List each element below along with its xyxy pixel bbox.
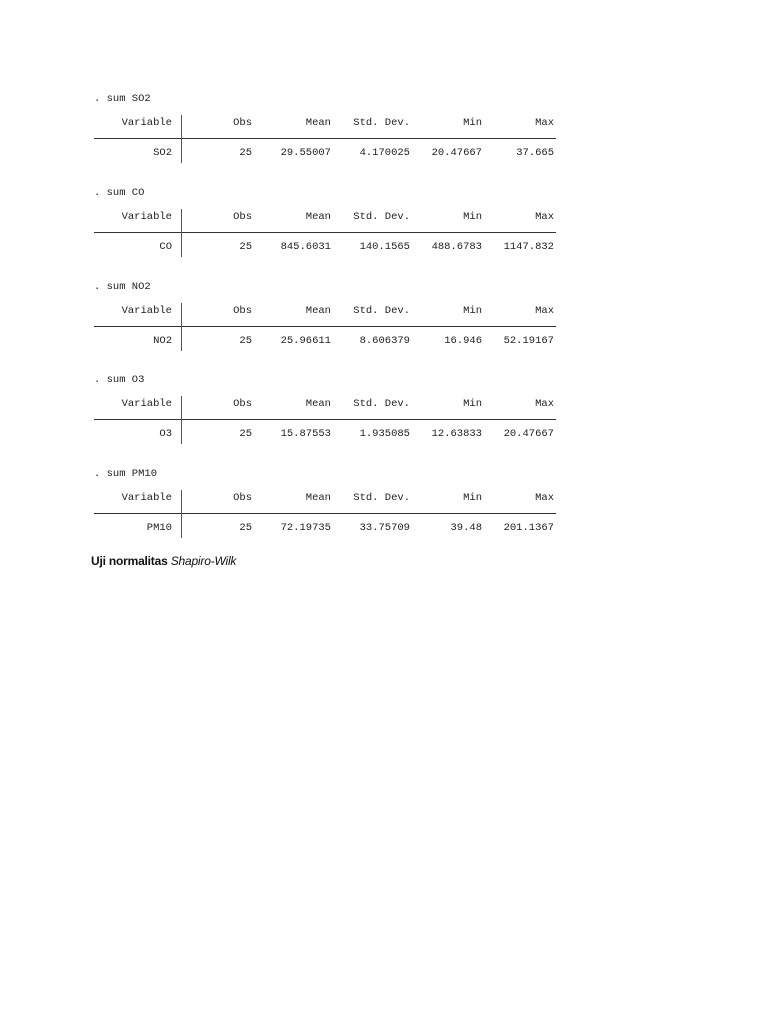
caption-italic-text: Shapiro-Wilk [170, 554, 237, 568]
cell-obs: 25 [239, 335, 252, 347]
header-divider [94, 326, 556, 327]
table-row [92, 334, 556, 348]
header-max: Max [535, 211, 554, 223]
cell-min: 16.946 [444, 335, 482, 347]
header-divider [94, 138, 556, 139]
cell-max: 52.19167 [503, 335, 554, 347]
cell-max: 201.1367 [503, 522, 554, 534]
header-variable: Variable [121, 398, 172, 410]
cell-variable: PM10 [146, 522, 172, 534]
cell-std-dev: 33.75709 [359, 522, 410, 534]
header-mean: Mean [305, 305, 331, 317]
table-header [92, 210, 556, 224]
header-min: Min [463, 305, 482, 317]
summary-table [92, 490, 556, 541]
header-min: Min [463, 398, 482, 410]
header-max: Max [535, 117, 554, 129]
summary-block-no2 [92, 281, 558, 354]
table-row [92, 146, 556, 160]
header-mean: Mean [305, 492, 331, 504]
cell-min: 12.63833 [431, 428, 482, 440]
cell-mean: 845.6031 [280, 241, 331, 253]
cell-obs: 25 [239, 147, 252, 159]
header-min: Min [463, 211, 482, 223]
cell-mean: 29.55007 [280, 147, 331, 159]
cell-obs: 25 [239, 241, 252, 253]
header-std-dev: Std. Dev. [353, 305, 410, 317]
header-max: Max [535, 398, 554, 410]
summary-block-pm10 [92, 468, 558, 541]
table-row [92, 240, 556, 254]
summary-table [92, 115, 556, 166]
summary-table [92, 303, 556, 354]
header-std-dev: Std. Dev. [353, 117, 410, 129]
cell-variable: SO2 [153, 147, 172, 159]
cell-mean: 25.96611 [280, 335, 331, 347]
cell-std-dev: 4.170025 [359, 147, 410, 159]
summary-block-so2 [92, 93, 558, 166]
summary-table [92, 396, 556, 447]
summary-block-o3 [92, 374, 558, 447]
cell-std-dev: 140.1565 [359, 241, 410, 253]
header-obs: Obs [233, 117, 252, 129]
header-std-dev: Std. Dev. [353, 492, 410, 504]
cell-std-dev: 8.606379 [359, 335, 410, 347]
header-obs: Obs [233, 398, 252, 410]
cell-obs: 25 [239, 522, 252, 534]
header-obs: Obs [233, 305, 252, 317]
table-header [92, 491, 556, 505]
summary-table [92, 209, 556, 260]
cell-mean: 15.87553 [280, 428, 331, 440]
cell-obs: 25 [239, 428, 252, 440]
cell-min: 39.48 [450, 522, 482, 534]
header-obs: Obs [233, 211, 252, 223]
header-mean: Mean [305, 117, 331, 129]
header-mean: Mean [305, 398, 331, 410]
caption-bold-text: Uji normalitas [91, 554, 171, 568]
cell-max: 37.665 [516, 147, 554, 159]
header-min: Min [463, 492, 482, 504]
cell-variable: O3 [159, 428, 172, 440]
cell-max: 20.47667 [503, 428, 554, 440]
header-divider [94, 232, 556, 233]
cell-mean: 72.19735 [280, 522, 331, 534]
table-row [92, 521, 556, 535]
table-header [92, 116, 556, 130]
command-line: . sum SO2 [94, 93, 151, 105]
header-max: Max [535, 305, 554, 317]
cell-max: 1147.832 [503, 241, 554, 253]
header-mean: Mean [305, 211, 331, 223]
table-row [92, 427, 556, 441]
header-max: Max [535, 492, 554, 504]
header-std-dev: Std. Dev. [353, 211, 410, 223]
table-header [92, 304, 556, 318]
summary-block-co [92, 187, 558, 260]
header-std-dev: Std. Dev. [353, 398, 410, 410]
cell-min: 20.47667 [431, 147, 482, 159]
header-divider [94, 513, 556, 514]
cell-variable: NO2 [153, 335, 172, 347]
cell-min: 488.6783 [431, 241, 482, 253]
cell-variable: CO [159, 241, 172, 253]
cell-std-dev: 1.935085 [359, 428, 410, 440]
header-min: Min [463, 117, 482, 129]
table-header [92, 397, 556, 411]
section-caption [91, 554, 236, 568]
header-variable: Variable [121, 211, 172, 223]
command-line: . sum PM10 [94, 468, 158, 480]
header-divider [94, 419, 556, 420]
header-obs: Obs [233, 492, 252, 504]
command-line: . sum NO2 [94, 281, 151, 293]
command-line: . sum O3 [94, 374, 145, 386]
header-variable: Variable [121, 305, 172, 317]
header-variable: Variable [121, 492, 172, 504]
header-variable: Variable [121, 117, 172, 129]
command-line: . sum CO [94, 187, 145, 199]
